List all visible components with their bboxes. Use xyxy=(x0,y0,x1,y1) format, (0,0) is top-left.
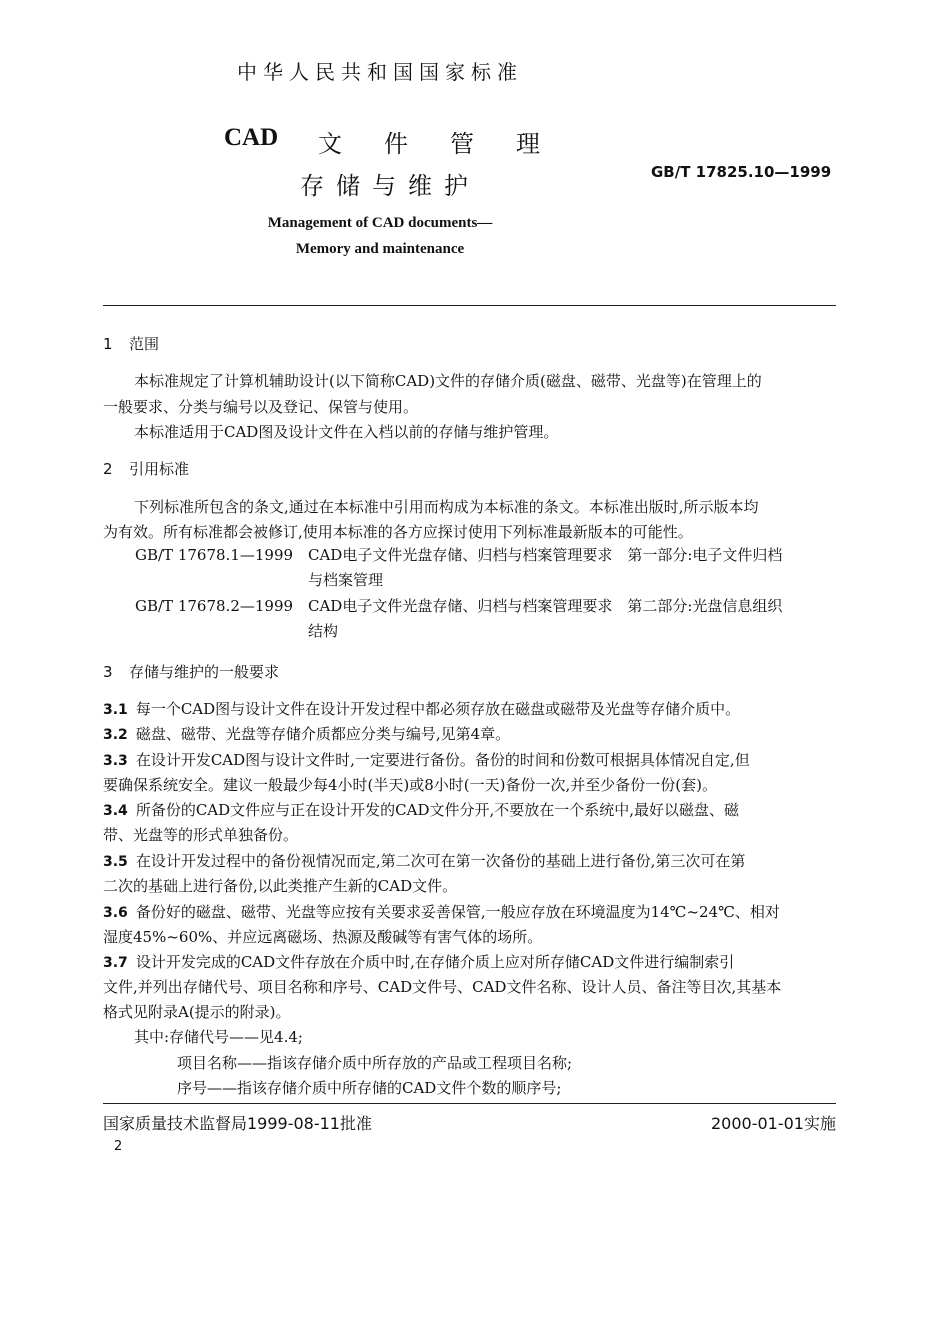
clause-3-3-line2: 要确保系统安全。建议一般最少每4小时(半天)或8小时(一天)备份一次,并至少备份一份(套)。 xyxy=(103,776,717,794)
title-char: 文 xyxy=(318,130,342,158)
title-cad: CAD xyxy=(224,124,279,151)
section-1-heading xyxy=(103,333,159,354)
footer-divider xyxy=(103,1103,836,1104)
clause-3-7-line3: 格式见附录A(提示的附录)。 xyxy=(103,1003,291,1021)
title-line1 xyxy=(318,124,582,159)
clause-3-1 xyxy=(103,697,740,722)
clause-3-7-line2: 文件,并列出存储代号、项目名称和序号、CAD文件号、CAD文件名称、设计人员、备注等目次,其基本 xyxy=(103,978,782,996)
clause-number: 3.5 xyxy=(103,854,128,870)
ref-line: CAD电子文件光盘存储、归档与档案管理要求 第一部分:电子文件归档 xyxy=(308,546,783,564)
title-line2: 存储与维护 xyxy=(300,172,480,200)
clause-number: 3.4 xyxy=(103,803,128,819)
ref-line: 结构 xyxy=(308,622,339,640)
title-char: 管 xyxy=(450,130,474,158)
section-title: 存储与维护的一般要求 xyxy=(129,663,280,681)
clause-number: 3.2 xyxy=(103,727,128,743)
clause-number: 3.6 xyxy=(103,905,128,921)
clause-number: 3.7 xyxy=(103,955,128,971)
title-char: 件 xyxy=(384,130,408,158)
section-number: 1 xyxy=(103,335,113,353)
clause-3-7 xyxy=(103,950,734,975)
clause-3-7-line6: 序号——指该存储介质中所存储的CAD文件个数的顺序号; xyxy=(177,1079,562,1097)
country-header: 中华人民共和国国家标准 xyxy=(237,60,523,84)
clause-3-5-line2: 二次的基础上进行备份,以此类推产生新的CAD文件。 xyxy=(103,877,458,895)
clause-3-5 xyxy=(103,849,745,874)
clause-text: 设计开发完成的CAD文件存放在介质中时,在存储介质上应对所存储CAD文件进行编制索引 xyxy=(135,953,735,971)
ref-code: GB/T 17678.1—1999 xyxy=(135,546,294,564)
clause-3-2 xyxy=(103,722,510,747)
ref-text xyxy=(308,594,838,644)
clause-number: 3.3 xyxy=(103,753,128,769)
section-title: 引用标准 xyxy=(129,460,190,478)
section-3-heading xyxy=(103,661,279,682)
title-char: 理 xyxy=(516,130,540,158)
clause-3-4 xyxy=(103,798,739,823)
clause-text: 备份好的磁盘、磁带、光盘等应按有关要求妥善保管,一般应存放在环境温度为14℃~24℃、相对 xyxy=(135,903,780,921)
section-2-heading xyxy=(103,458,189,479)
clause-3-6 xyxy=(103,900,780,925)
ref-line: 与档案管理 xyxy=(308,571,384,589)
clause-text: 在设计开发过程中的备份视情况而定,第二次可在第一次备份的基础上进行备份,第三次可在第 xyxy=(135,852,746,870)
clause-text: 每一个CAD图与设计文件在设计开发过程中都必须存放在磁盘或磁带及光盘等存储介质中。 xyxy=(135,700,741,718)
section-number: 3 xyxy=(103,663,113,681)
approval-date: 国家质量技术监督局1999-08-11批准 xyxy=(103,1114,372,1133)
ref-text xyxy=(308,543,838,593)
clause-3-7-line4: 其中:存储代号——见4.4; xyxy=(134,1028,303,1046)
clause-number: 3.1 xyxy=(103,702,128,718)
english-title-line1: Management of CAD documents— xyxy=(267,215,493,231)
header-divider xyxy=(103,305,836,306)
effective-date: 2000-01-01实施 xyxy=(711,1114,836,1133)
ref-line: CAD电子文件光盘存储、归档与档案管理要求 第二部分:光盘信息组织 xyxy=(308,597,783,615)
standard-code: GB/T 17825.10—1999 xyxy=(651,163,832,181)
clause-text: 所备份的CAD文件应与正在设计开发的CAD文件分开,不要放在一个系统中,最好以磁盘、磁 xyxy=(135,801,740,819)
ref-code: GB/T 17678.2—1999 xyxy=(135,597,294,615)
clause-text: 磁盘、磁带、光盘等存储介质都应分类与编号,见第4章。 xyxy=(135,725,511,743)
page-number: 2 xyxy=(114,1139,123,1154)
clause-3-3 xyxy=(103,748,750,773)
clause-3-6-line2: 湿度45%~60%、并应远离磁场、热源及酸碱等有害气体的场所。 xyxy=(103,928,543,946)
english-title-line2: Memory and maintenance xyxy=(295,241,465,257)
section-number: 2 xyxy=(103,460,113,478)
s1-p1-line2: 一般要求、分类与编号以及登记、保管与使用。 xyxy=(103,398,419,416)
s2-p1-line2: 为有效。所有标准都会被修订,使用本标准的各方应探讨使用下列标准最新版本的可能性。 xyxy=(103,523,693,541)
clause-3-7-line5: 项目名称——指该存储介质中所存放的产品或工程项目名称; xyxy=(177,1054,573,1072)
s2-p1-line1: 下列标准所包含的条文,通过在本标准中引用而构成为本标准的条文。本标准出版时,所示版本均 xyxy=(134,498,759,516)
clause-text: 在设计开发CAD图与设计文件时,一定要进行备份。备份的时间和份数可根据具体情况自定,但 xyxy=(135,751,750,769)
s1-p1-line1: 本标准规定了计算机辅助设计(以下简称CAD)文件的存储介质(磁盘、磁带、光盘等)在管理上的 xyxy=(134,372,762,390)
section-title: 范围 xyxy=(129,335,160,353)
s1-p2: 本标准适用于CAD图及设计文件在入档以前的存储与维护管理。 xyxy=(134,423,559,441)
clause-3-4-line2: 带、光盘等的形式单独备份。 xyxy=(103,826,299,844)
